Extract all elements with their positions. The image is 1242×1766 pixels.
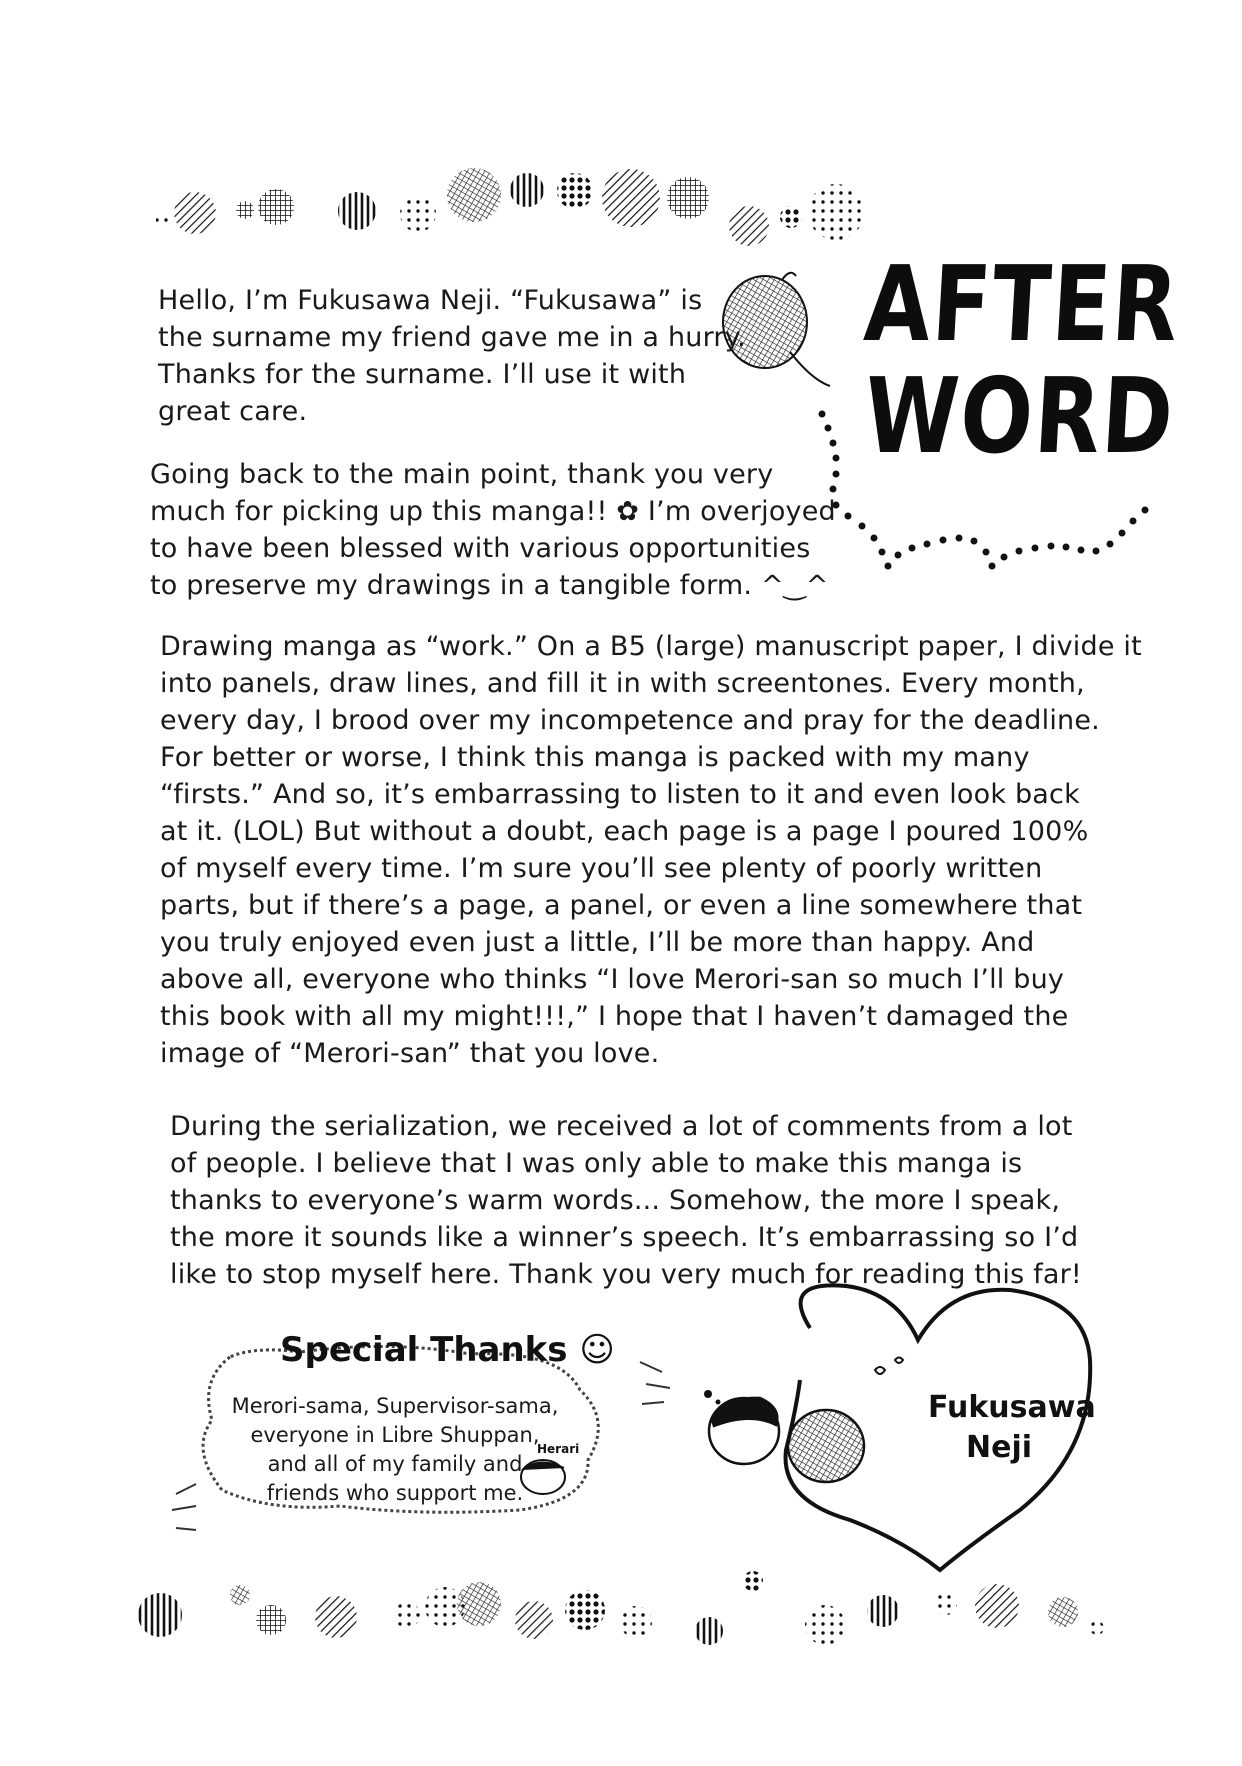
paragraph-intro: Hello, I’m Fukusawa Neji. “Fukusawa” is the surname my friend gave me in a hurry. Thanks for the surname. I’ll use it with great care.	[158, 285, 746, 427]
paragraph-serialization: During the serialization, we received a lot of comments from a lot of people. I believe that I was only able to make this manga is thanks to everyone’s warm words... Somehow, the more I speak, the more it sounds like a winner’s speech. It’s embarrassing so I’d like to stop myself here. Thank you very much for reading this far!	[170, 1111, 1082, 1290]
afterword-title	[861, 243, 1183, 508]
herari-label: Herari	[537, 1442, 580, 1456]
author-signature: Fukusawa Neji	[928, 1390, 1096, 1465]
special-thanks-title: Special Thanks ☺	[280, 1330, 615, 1370]
paragraph-thanks-reader: Going back to the main point, thank you very much for picking up this manga!! ✿ I’m overjoyed to have been blessed with various opportunities to preserve my drawings in a tangible form. ^‿^	[150, 459, 836, 601]
paragraph-drawing-manga: Drawing manga as “work.” On a B5 (large) manuscript paper, I divide it into panels, draw lines, and fill it in with screentones. Every month, every day, I brood over my incompetence and pray for the deadline. For better or worse, I think this manga is packed with my many “firsts.” And so, it’s embarrassing to listen to it and even look back at it. (LOL) But without a doubt, each page is a page I poured 100% of myself every time. I’m sure you’ll see plenty of poorly written parts, but if there’s a page, a panel, or even a line somewhere that you truly enjoyed even just a little, I’ll be more than happy. And above all, everyone who thinks “I love Merori-san so much I’ll buy this book with all my might!!!,” I hope that I haven’t damaged the image of “Merori-san” that you love.	[160, 631, 1142, 1069]
title-line-after: AFTER	[861, 243, 1183, 365]
special-thanks-list: Merori-sama, Supervisor-sama, everyone in Libre Shuppan, and all of my family and friends who support me.	[231, 1394, 559, 1505]
title-line-word: WORD	[861, 355, 1178, 477]
